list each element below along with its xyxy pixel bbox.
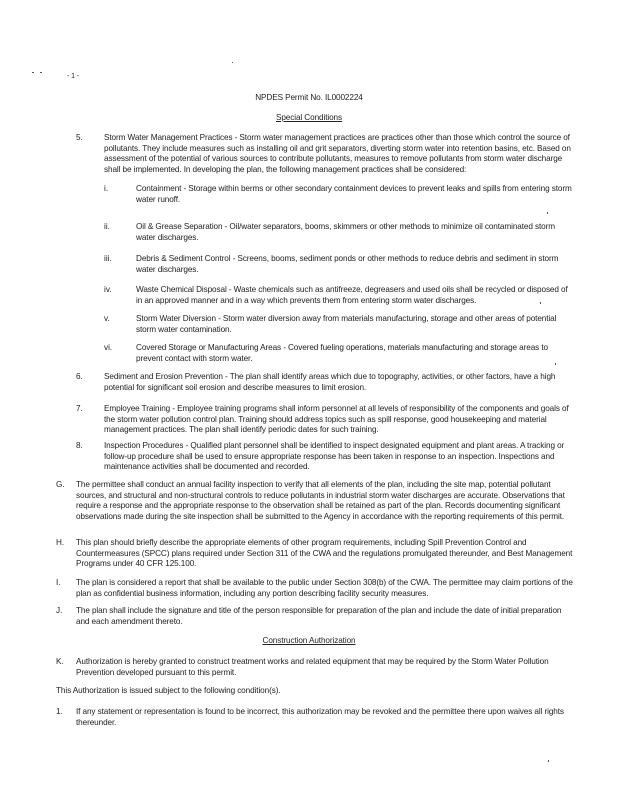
item-letter: K. — [56, 657, 64, 666]
subitem-label: i. — [104, 184, 109, 193]
item-letter: H. — [56, 538, 65, 547]
construction-title: Construction Authorization — [262, 636, 356, 645]
paragraph-training: Employee Training - Employee training programs shall inform personnel at all levels of responsibility of the components and goals of the storm water pollution control plan. Training should address topics such as spill response, good housekeeping and material management practices. The plan shall identify periodic dates for such training. — [104, 404, 569, 434]
subitem-label: v. — [104, 314, 110, 323]
scan-speck — [40, 72, 42, 73]
item-number: 5. — [76, 133, 83, 142]
scan-speck — [547, 212, 548, 214]
scan-speck — [32, 72, 34, 73]
section-title: Special Conditions — [275, 113, 342, 122]
subitem-label: ii. — [104, 222, 110, 231]
item-number: 6. — [76, 372, 83, 381]
item-letter: I. — [56, 578, 61, 587]
subitem-waste-chemical: Waste Chemical Disposal - Waste chemicals such as antifreeze, degreasers and used oils shall be recycled or disposed of in an approved manner and in a way which prevents them from entering storm water discharges. — [136, 285, 568, 305]
subitem-label: iv. — [104, 285, 112, 294]
page-mark: - 1 - — [67, 73, 79, 80]
permit-number: NPDES Permit No. IL0002224 — [255, 93, 363, 102]
scan-speck — [548, 760, 549, 762]
item-letter: J. — [56, 606, 63, 615]
scan-speck — [232, 62, 233, 63]
subitem-debris-sediment: Debris & Sediment Control - Screens, booms, sediment ponds or other methods to reduce debris and sediment in storm water discharges. — [136, 254, 559, 274]
item-number: 8. — [76, 441, 83, 450]
paragraph-revocation: If any statement or representation is found to be incorrect, this authorization may be revoked and the permittee there upon waives all rights thereunder. — [76, 707, 564, 727]
paragraph-inspection: Inspection Procedures - Qualified plant personnel shall be identified to inspect designated equipment and plant areas. A tracking or follow-up procedure shall be used to ensure appropriate response has been taken in response to an inspection. Inspections and maintenance activities shall be documented and recorded. — [104, 441, 565, 471]
paragraph-other-programs: This plan should briefly describe the appropriate elements of other program requirements, including Spill Prevention Control and Countermeasures (SPCC) plans required under Section 311 of the CWA and the regulations promulgated thereunder, and Best Management Programs under 40 CFR 125.100. — [76, 538, 573, 568]
subitem-covered-storage: Covered Storage or Manufacturing Areas - Covered fueling operations, materials manufacturing and storage areas to prevent contact with storm water. — [136, 343, 548, 363]
subitem-oil-grease: Oil & Grease Separation - Oil/water separators, booms, skimmers or other methods to minimize oil contaminated storm water discharges. — [136, 222, 555, 242]
subitem-diversion: Storm Water Diversion - Storm water diversion away from materials manufacturing, storage and other areas of potential storm water contamination. — [136, 314, 557, 334]
subitem-label: iii. — [104, 254, 112, 263]
item-number: 7. — [76, 404, 83, 413]
item-letter: G. — [56, 480, 65, 489]
scan-speck — [540, 302, 541, 304]
paragraph-annual-inspection: The permittee shall conduct an annual facility inspection to verify that all elements of the plan, including the site map, potential pollutant sources, and structural and non-structural controls to reduce pollutants in industrial storm water discharges are accurate. Observations that require a response and the appropriate response to the observation shall be retained as part of the plan. Records documenting significant observations made during the site inspection shall be submitted to the Agency in accordance with the reporting requirements of this permit. — [76, 480, 565, 521]
subitem-containment: Containment - Storage within berms or other secondary containment devices to prevent leaks and spills from entering storm water runoff. — [136, 184, 572, 204]
paragraph-authorization: Authorization is hereby granted to construct treatment works and related equipment that may be required by the Storm Water Pollution Prevention developed pursuant to this permit. — [76, 657, 549, 677]
paragraph-public-report: The plan is considered a report that shall be available to the public under Section 308(b) of the CWA. The permittee may claim portions of the plan as confidential business information, including any portion describing facility security measures. — [76, 578, 573, 598]
scan-speck — [555, 363, 556, 365]
paragraph-erosion: Sediment and Erosion Prevention - The plan shall identify areas which due to topography, activities, or other factors, have a high potential for significant soil erosion and describe measures to limit erosion. — [104, 372, 556, 392]
item-number: 1. — [56, 707, 63, 716]
paragraph-signature: The plan shall include the signature and title of the person responsible for preparation of the plan and include the date of initial preparation and each amendment thereto. — [76, 606, 562, 626]
paragraph-stormwater-practices: Storm Water Management Practices - Storm water management practices are practices other than those which control the source of pollutants. They include measures such as installing oil and grit separators, diverting storm water into retention basins, etc. Based on assessment of the potential of various sources to contribute pollutants, measures to remove pollutants from storm water discharge shall be implemented. In developing the plan, the following management practices shall be considered: — [104, 133, 571, 174]
subitem-label: vi. — [104, 343, 113, 352]
subject-line: This Authorization is issued subject to the following condition(s). — [56, 686, 281, 695]
